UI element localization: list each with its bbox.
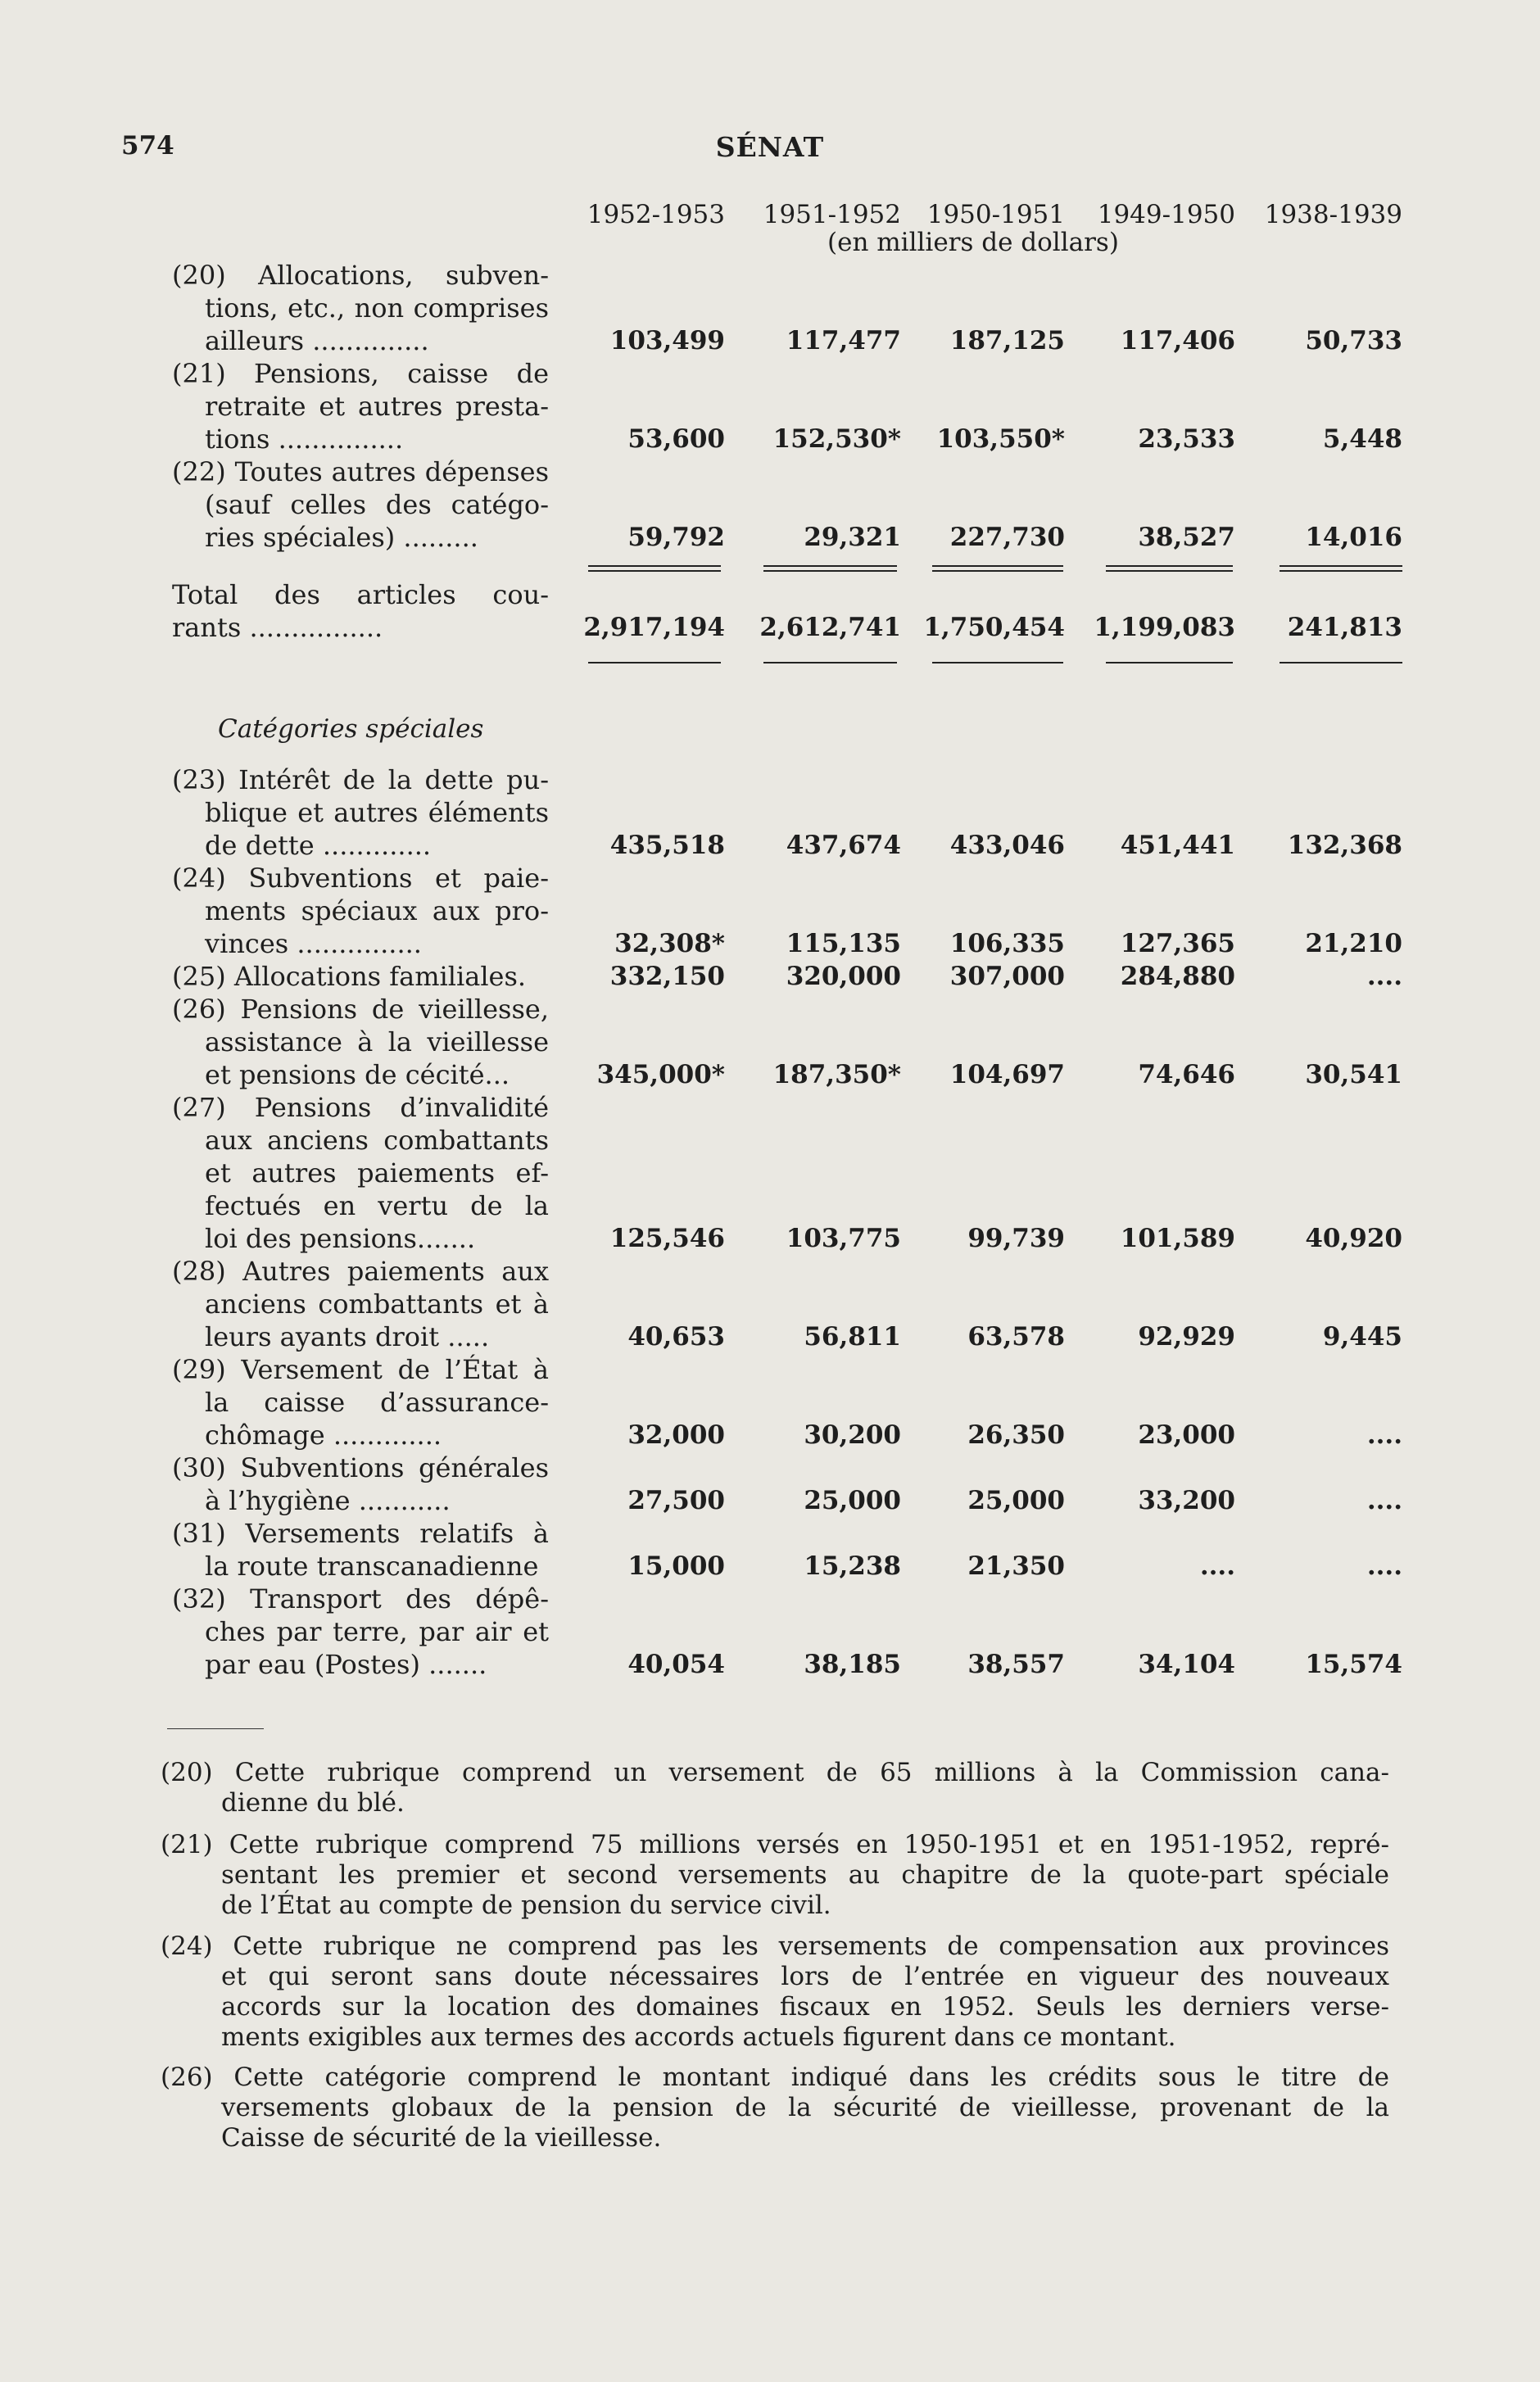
page-number: 574 — [121, 131, 174, 161]
cell-value: 127,365 — [1120, 929, 1235, 958]
table-rule — [588, 662, 721, 663]
table-rule — [1106, 570, 1233, 572]
cell-value: .... — [1366, 962, 1402, 991]
row-label — [172, 1451, 549, 1517]
row-label-line: par eau (Postes) ....... — [205, 1649, 487, 1680]
cell-value: 9,445 — [1322, 1322, 1402, 1352]
cell-value: 115,135 — [786, 929, 901, 958]
row-label-line: tions, etc., non comprises — [205, 292, 549, 324]
cell-value: 227,730 — [949, 523, 1065, 552]
table-rule — [932, 565, 1063, 567]
row-label-line: anciens combattants et à — [205, 1288, 549, 1320]
cell-value: 40,054 — [627, 1650, 725, 1679]
cell-value: 30,541 — [1305, 1060, 1402, 1089]
footnote — [161, 1931, 1389, 2053]
cell-value: 26,350 — [967, 1420, 1065, 1450]
cell-value: 437,674 — [786, 831, 901, 860]
row-label — [172, 1255, 549, 1353]
cell-value: 32,000 — [627, 1420, 725, 1450]
cell-value: 15,000 — [627, 1551, 725, 1581]
column-header: 1950-1951 — [926, 200, 1065, 229]
cell-value: .... — [1366, 1551, 1402, 1581]
footnote-separator — [167, 1728, 264, 1729]
cell-value: 38,557 — [967, 1650, 1065, 1679]
cell-value: 2,917,194 — [583, 613, 725, 642]
cell-value: 106,335 — [949, 929, 1065, 958]
footnote-line: Caisse de sécurité de la vieillesse. — [221, 2123, 662, 2153]
cell-value: 2,612,741 — [759, 613, 901, 642]
cell-value: 284,880 — [1120, 962, 1235, 991]
cell-value: 33,200 — [1138, 1486, 1235, 1515]
row-label — [172, 1517, 549, 1583]
cell-value: 25,000 — [804, 1486, 901, 1515]
cell-value: 29,321 — [804, 523, 901, 552]
cell-value: 345,000* — [596, 1060, 725, 1089]
cell-value: 38,185 — [804, 1650, 901, 1679]
cell-value: 451,441 — [1120, 831, 1235, 860]
footnote-line: (24) Cette rubrique ne comprend pas les versements de compensation aux provinces — [161, 1931, 1389, 1961]
row-label-line: (24) Subventions et paie- — [172, 863, 549, 894]
cell-value: 187,125 — [949, 326, 1065, 355]
cell-value: 53,600 — [627, 424, 725, 454]
table-rule — [1106, 662, 1233, 663]
footnote — [161, 2063, 1389, 2153]
table-rule — [588, 570, 721, 572]
row-label-line: (32) Transport des dépê- — [172, 1583, 549, 1614]
footnote-line: accords sur la location des domaines fiscaux en 1952. Seuls les derniers verse- — [221, 1992, 1389, 2022]
row-label-line: à l’hygiène ........... — [205, 1485, 451, 1516]
footnote-line: (20) Cette rubrique comprend un versement de 65 millions à la Commission cana- — [161, 1758, 1389, 1787]
row-label-line: (27) Pensions d’invalidité — [172, 1092, 549, 1123]
column-header: 1949-1950 — [1097, 200, 1235, 229]
cell-value: .... — [1199, 1551, 1235, 1581]
row-label — [172, 960, 549, 993]
row-label-line: (sauf celles des catégo- — [205, 489, 549, 520]
cell-value: 23,000 — [1138, 1420, 1235, 1450]
cell-value: 117,406 — [1120, 326, 1235, 355]
row-label-line: la route transcanadienne — [205, 1551, 539, 1582]
row-label-line: ches par terre, par air et — [205, 1616, 549, 1647]
row-label-line: leurs ayants droit ..... — [205, 1321, 490, 1352]
row-label-line: loi des pensions....... — [205, 1223, 476, 1254]
row-label — [172, 1583, 549, 1681]
row-label-line: vinces ............... — [205, 928, 422, 959]
cell-value: 30,200 — [804, 1420, 901, 1450]
cell-value: 92,929 — [1138, 1322, 1235, 1352]
section-heading: Catégories spéciales — [218, 714, 484, 744]
row-label — [172, 1091, 549, 1255]
table-rule — [763, 662, 897, 663]
cell-value: 15,238 — [804, 1551, 901, 1581]
cell-value: 101,589 — [1120, 1224, 1235, 1253]
column-header: 1952-1953 — [587, 200, 725, 229]
row-label-line: de dette ............. — [205, 830, 432, 861]
cell-value: 132,368 — [1287, 831, 1402, 860]
row-label-line: et pensions de cécité... — [205, 1059, 510, 1090]
row-label-line: (20) Allocations, subven- — [172, 260, 549, 291]
cell-value: 117,477 — [786, 326, 901, 355]
row-label-line: (22) Toutes autres dépenses — [172, 456, 549, 487]
row-label — [172, 357, 549, 455]
row-label-line: (26) Pensions de vieillesse, — [172, 994, 549, 1025]
cell-value: 38,527 — [1138, 523, 1235, 552]
column-header: 1951-1952 — [763, 200, 901, 229]
row-label-line: rants ................ — [172, 612, 383, 643]
row-label-line: chômage ............. — [205, 1420, 442, 1451]
cell-value: 241,813 — [1287, 613, 1402, 642]
row-label-line: (30) Subventions générales — [172, 1452, 549, 1483]
row-label-line: fectués en vertu de la — [205, 1190, 549, 1221]
row-label-line: ries spéciales) ......... — [205, 522, 478, 553]
row-label-line: et autres paiements ef- — [205, 1157, 549, 1189]
row-label-line: (21) Pensions, caisse de — [172, 358, 549, 389]
table-rule — [1106, 565, 1233, 567]
footnote — [161, 1758, 1389, 1818]
table-rule — [932, 662, 1063, 663]
table-rule — [763, 565, 897, 567]
cell-value: 320,000 — [786, 962, 901, 991]
page-title: SÉNAT — [715, 131, 825, 163]
cell-value: 332,150 — [609, 962, 725, 991]
footnote-line: ments exigibles aux termes des accords actuels figurent dans ce montant. — [221, 2022, 1176, 2052]
cell-value: 34,104 — [1138, 1650, 1235, 1679]
cell-value: 103,499 — [609, 326, 725, 355]
cell-value: 103,775 — [786, 1224, 901, 1253]
row-label — [172, 1353, 549, 1451]
footnote-line: et qui seront sans doute nécessaires lors de l’entrée en vigueur des nouveaux — [221, 1962, 1389, 1991]
table-rule — [1280, 565, 1402, 567]
cell-value: 435,518 — [609, 831, 725, 860]
cell-value: 21,210 — [1305, 929, 1402, 958]
row-label-line: (28) Autres paiements aux — [172, 1256, 549, 1287]
cell-value: 125,546 — [609, 1224, 725, 1253]
cell-value: 50,733 — [1305, 326, 1402, 355]
row-label-line: aux anciens combattants — [205, 1125, 549, 1156]
table-rule — [1280, 662, 1402, 663]
row-label-line: blique et autres éléments — [205, 797, 549, 828]
table-rule — [1280, 570, 1402, 572]
cell-value: 103,550* — [936, 424, 1065, 454]
table-rule — [588, 565, 721, 567]
cell-value: 1,750,454 — [923, 613, 1065, 642]
row-label — [172, 259, 549, 357]
footnote-line: dienne du blé. — [221, 1788, 405, 1818]
row-label-line: retraite et autres presta- — [205, 391, 549, 422]
row-label-line: la caisse d’assurance- — [205, 1387, 549, 1418]
cell-value: 307,000 — [949, 962, 1065, 991]
cell-value: 23,533 — [1138, 424, 1235, 454]
row-label-line: ments spéciaux aux pro- — [205, 895, 549, 926]
row-label — [172, 578, 549, 644]
footnote-line: sentant les premier et second versements au chapitre de la quote-part spéciale — [221, 1860, 1389, 1890]
footnote-line: versements globaux de la pension de la sécurité de vieillesse, provenant de la — [221, 2093, 1389, 2122]
footnote-line: (21) Cette rubrique comprend 75 millions versés en 1950-1951 et en 1951-1952, repré- — [161, 1830, 1389, 1859]
cell-value: 27,500 — [627, 1486, 725, 1515]
cell-value: 63,578 — [967, 1322, 1065, 1352]
cell-value: 32,308* — [614, 929, 725, 958]
cell-value: 25,000 — [967, 1486, 1065, 1515]
row-label-line: (25) Allocations familiales. — [172, 961, 527, 992]
footnote-line: de l’État au compte de pension du service civil. — [221, 1891, 831, 1920]
row-label — [172, 455, 549, 554]
cell-value: 152,530* — [772, 424, 901, 454]
row-label-line: Total des articles cou- — [172, 579, 549, 610]
footnote — [161, 1830, 1389, 1921]
cell-value: 40,653 — [627, 1322, 725, 1352]
cell-value: 104,697 — [949, 1060, 1065, 1089]
row-label — [172, 763, 549, 862]
row-label-line: ailleurs .............. — [205, 325, 429, 356]
row-label-line: (31) Versements relatifs à — [172, 1518, 549, 1549]
cell-value: 99,739 — [967, 1224, 1065, 1253]
row-label — [172, 993, 549, 1091]
cell-value: 14,016 — [1305, 523, 1402, 552]
cell-value: .... — [1366, 1420, 1402, 1450]
footnote-line: (26) Cette catégorie comprend le montant indiqué dans les crédits sous le titre de — [161, 2063, 1389, 2092]
cell-value: 59,792 — [627, 523, 725, 552]
cell-value: 40,920 — [1305, 1224, 1402, 1253]
cell-value: 74,646 — [1138, 1060, 1235, 1089]
row-label-line: assistance à la vieillesse — [205, 1026, 549, 1057]
row-label-line: (23) Intérêt de la dette pu- — [172, 764, 549, 795]
cell-value: 187,350* — [772, 1060, 901, 1089]
row-label-line: (29) Versement de l’État à — [172, 1354, 549, 1385]
cell-value: .... — [1366, 1486, 1402, 1515]
row-label-line: tions ............... — [205, 423, 404, 455]
cell-value: 21,350 — [967, 1551, 1065, 1581]
row-label — [172, 862, 549, 960]
cell-value: 1,199,083 — [1094, 613, 1235, 642]
column-header: 1938-1939 — [1264, 200, 1402, 229]
cell-value: 5,448 — [1322, 424, 1402, 454]
cell-value: 15,574 — [1305, 1650, 1402, 1679]
table-rule — [932, 570, 1063, 572]
unit-note: (en milliers de dollars) — [827, 228, 1119, 257]
cell-value: 56,811 — [804, 1322, 901, 1352]
cell-value: 433,046 — [949, 831, 1065, 860]
table-rule — [763, 570, 897, 572]
